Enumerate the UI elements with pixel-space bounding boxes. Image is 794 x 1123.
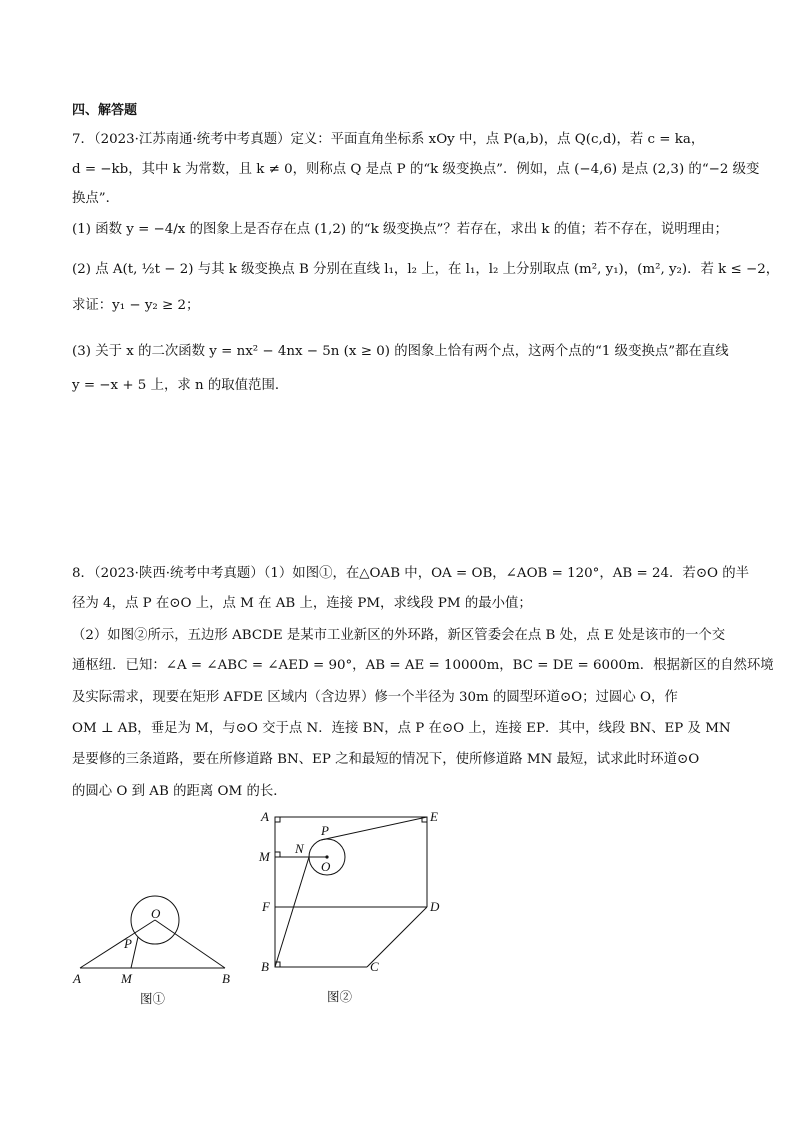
label-a: A [73, 971, 81, 986]
label-b: B [261, 959, 269, 974]
right-angle-a [275, 817, 280, 822]
label-n: N [295, 841, 304, 856]
label-p: P [124, 936, 132, 951]
label-e: E [430, 809, 438, 824]
label-c: C [370, 959, 379, 974]
q8-line-3: （2）如图②所示，五边形 ABCDE 是某市工业新区的外环路，新区管委会在点 B 处，点 E 处是该市的一个交 [72, 628, 726, 643]
right-angle-m [275, 852, 280, 857]
q7-line-4: (1) 函数 y = −4/x 的图象上是否存在点 (1,2) 的“k 级变换点”？若存在，求出 k 的值；若不存在，说明理由； [72, 222, 728, 237]
section-heading: 四、解答题 [72, 103, 138, 118]
label-p: P [321, 823, 329, 838]
label-m: M [259, 849, 270, 864]
q8-line-6: OM ⊥ AB，垂足为 M，与⊙O 交于点 N．连接 BN，点 P 在⊙O 上，连接 EP．其中，线段 BN、EP 及 MN [72, 721, 731, 736]
q8-line-4: 通枢纽．已知：∠A = ∠ABC = ∠AED = 90°，AB = AE = 10000m，BC = DE = 6000m．根据新区的自然环境 [72, 658, 774, 673]
q7-line-5: (2) 点 A(t, ½t − 2) 与其 k 级变换点 B 分别在直线 l₁，l₂ 上，在 l₁，l₂ 上分别取点 (m², y₁)，(m², y₂)．若 k ≤ −2， [72, 262, 780, 277]
label-o: O [151, 906, 161, 921]
label-o: O [321, 859, 331, 874]
figure-2 [255, 805, 455, 1010]
label-m: M [121, 971, 132, 986]
label-d: D [430, 899, 440, 914]
segment-cd [367, 907, 427, 967]
figure-2-caption: 图② [327, 990, 353, 1004]
label-b: B [222, 971, 230, 986]
q7-line-7: (3) 关于 x 的二次函数 y = nx² − 4nx − 5n (x ≥ 0) 的图象上恰有两个点，这两个点的“1 级变换点”都在直线 [72, 344, 729, 359]
figure-1-caption: 图① [140, 992, 166, 1006]
segment-bn [275, 857, 309, 967]
q8-line-7: 是要修的三条道路，要在所修道路 BN、EP 之和最短的情况下，使所修道路 MN 最短，试求此时环道⊙O [72, 752, 700, 767]
label-a: A [261, 809, 269, 824]
figure-1 [60, 880, 250, 1010]
q8-line-1: 8．（2023·陕西·统考中考真题）（1）如图①，在△OAB 中，OA = OB，∠AOB = 120°，AB = 24．若⊙O 的半 [72, 566, 750, 581]
segment-oa [80, 920, 155, 968]
segment-ob [155, 920, 225, 968]
q8-line-8: 的圆心 O 到 AB 的距离 OM 的长． [72, 784, 287, 799]
q7-line-8: y = −x + 5 上，求 n 的取值范围． [72, 378, 289, 393]
q7-line-1: 7．（2023·江苏南通·统考中考真题）定义：平面直角坐标系 xOy 中，点 P(a,b)，点 Q(c,d)，若 c = ka， [72, 132, 705, 147]
segment-pm [131, 937, 138, 968]
label-f: F [262, 899, 270, 914]
q8-line-5: 及实际需求，现要在矩形 AFDE 区域内（含边界）修一个半径为 30m 的圆型环道⊙O；过圆心 O，作 [72, 690, 678, 705]
q8-line-2: 径为 4，点 P 在⊙O 上，点 M 在 AB 上，连接 PM，求线段 PM 的最小值； [72, 596, 532, 611]
q7-line-6: 求证：y₁ − y₂ ≥ 2； [72, 298, 200, 313]
q7-line-2: d = −kb，其中 k 为常数，且 k ≠ 0，则称点 Q 是点 P 的“k 级变换点”．例如，点 (−4,6) 是点 (2,3) 的“−2 级变 [72, 162, 760, 177]
segment-pe [321, 817, 427, 840]
q7-line-3: 换点”． [72, 191, 120, 206]
